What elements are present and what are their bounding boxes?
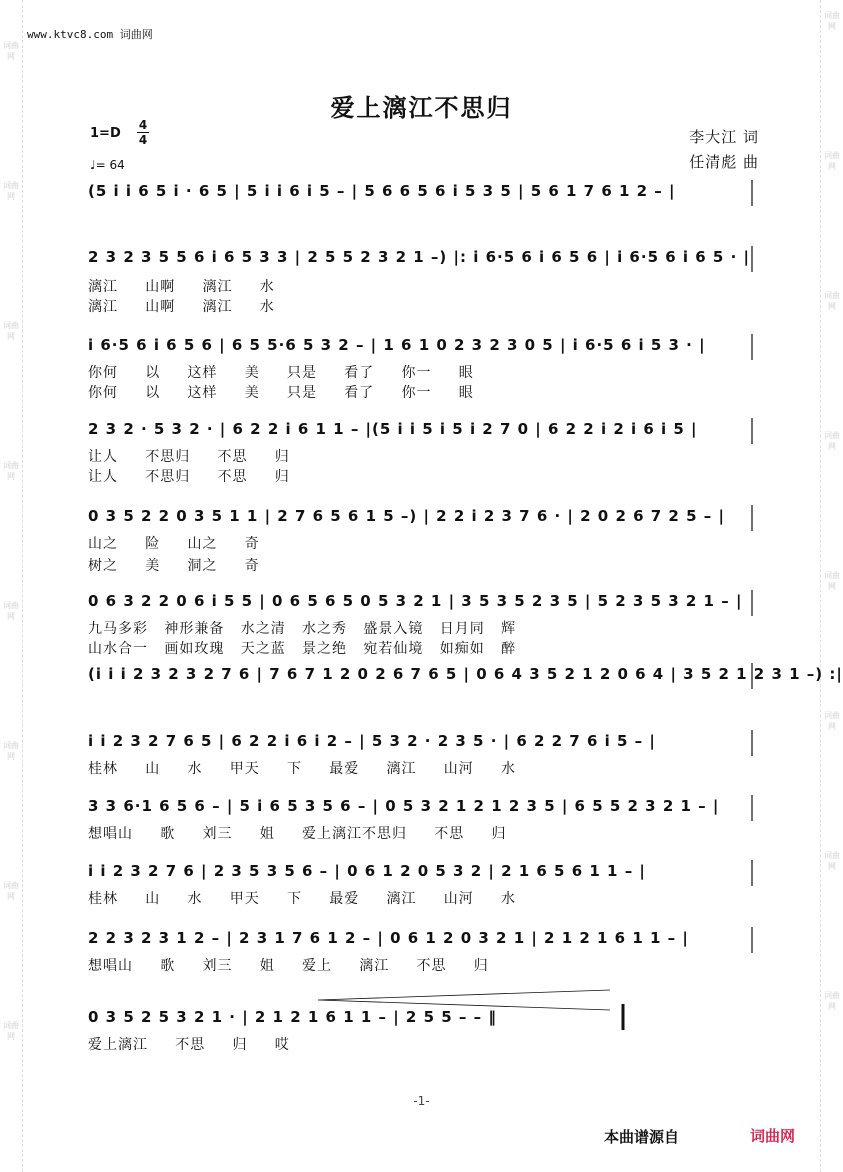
lyric-line-4a: 让人 不思归 不思 归: [88, 449, 290, 465]
lyric-line-10: 桂林 山 水 甲天 下 最爱 漓江 山河 水: [88, 891, 517, 907]
lyric-line-6a: 九马多彩 神形兼备 水之清 水之秀 盛景入镜 日月同 辉: [88, 621, 517, 637]
watermark-text: 词曲网: [3, 601, 19, 621]
notation-line-9: 3 3 6·1 6 5 6 – | 5 i 6 5 3 5 6 – | 0 5 3 2 1 2 1 2 3 5 | 6 5 5 2 3 2 1 – |: [88, 797, 720, 815]
tempo-marking: ♩= 64: [90, 158, 125, 172]
site-url[interactable]: www.ktvc8.com 词曲网: [27, 28, 153, 41]
lyric-line-2b: 漓江 山啊 漓江 水: [88, 299, 275, 315]
lyric-line-5b: 树之 美 洞之 奇: [88, 558, 260, 574]
watermark-text: 词曲网: [824, 991, 840, 1011]
watermark-text: 词曲网: [824, 571, 840, 591]
notation-line-8: i i 2 3 2 7 6 5 | 6 2 2 i 6 i 2 – | 5 3 2 · 2 3 5 · | 6 2 2 7 6 i 5 – |: [88, 732, 656, 750]
watermark-text: 词曲网: [3, 181, 19, 201]
lyric-line-12: 爱上漓江 不思 归 哎: [88, 1037, 290, 1053]
notation-line-4: 2 3 2 · 5 3 2 · | 6 2 2 i 6 1 1 – |(5 i i 5 i 5 i 2 7 0 | 6 2 2 i 2 i 6 i 5 |: [88, 420, 698, 438]
notation-line-5: 0 3 5 2 2 0 3 5 1 1 | 2 7 6 5 6 1 5 –) | 2 2 i 2 3 7 6 · | 2 0 2 6 7 2 5 – |: [88, 507, 725, 525]
notation-line-6: 0 6 3 2 2 0 6 i 5 5 | 0 6 5 6 5 0 5 3 2 1 | 3 5 3 5 2 3 5 | 5 2 3 5 3 2 1 – |: [88, 592, 743, 610]
notation-line-10: i i 2 3 2 7 6 | 2 3 5 3 5 6 – | 0 6 1 2 0 5 3 2 | 2 1 6 5 6 1 1 – |: [88, 862, 646, 880]
lyric-line-4b: 让人 不思归 不思 归: [88, 469, 290, 485]
watermark-text: 词曲网: [824, 851, 840, 871]
brand-link[interactable]: 词曲网: [750, 1127, 796, 1145]
notation-line-7: (i i i 2 3 2 3 2 7 6 | 7 6 7 1 2 0 2 6 7 6 5 | 0 6 4 3 5 2 1 2 0 6 4 | 3 5 2 1 2 3 1 –) :|: [88, 665, 843, 683]
watermark-text: 词曲网: [824, 151, 840, 171]
page-number: -1-: [413, 1094, 430, 1108]
watermark-text: 词曲网: [3, 41, 19, 61]
watermark-text: 词曲网: [3, 1021, 19, 1041]
lyric-line-3a: 你何 以 这样 美 只是 看了 你一 眼: [88, 365, 474, 381]
composer-credit: 任清彪 曲: [689, 153, 759, 171]
notation-line-3: i 6·5 6 i 6 5 6 | 6 5 5·6 5 3 2 – | 1 6 1 0 2 3 2 3 0 5 | i 6·5 6 i 5 3 · |: [88, 336, 706, 354]
lyric-line-6b: 山水合一 画如玫瑰 天之蓝 景之绝 宛若仙境 如痴如 醉: [88, 641, 517, 657]
watermark-text: 词曲网: [824, 11, 840, 31]
watermark-text: 词曲网: [824, 431, 840, 451]
notation-line-12: 0 3 5 2 5 3 2 1 · | 2 1 2 1 6 1 1 – | 2 5 5 – – ‖: [88, 1008, 497, 1026]
song-title: 爱上漓江不思归: [330, 94, 513, 122]
meter-top: 4: [138, 118, 148, 132]
diminuendo-hairpin: [318, 990, 610, 1010]
lyric-line-11: 想唱山 歌 刘三 姐 爱上 漓江 不思 归: [88, 958, 489, 974]
lyric-line-9: 想唱山 歌 刘三 姐 爱上漓江不思归 不思 归: [88, 826, 507, 842]
source-label: 本曲谱源自: [604, 1128, 680, 1146]
watermark-text: 词曲网: [3, 881, 19, 901]
notation-line-11: 2 2 3 2 3 1 2 – | 2 3 1 7 6 1 2 – | 0 6 1 2 0 3 2 1 | 2 1 2 1 6 1 1 – |: [88, 929, 689, 947]
notation-line-2: 2 3 2 3 5 5 6 i 6 5 3 3 | 2 5 5 2 3 2 1 –) |: i 6·5 6 i 6 5 6 | i 6·5 6 i 6 5 · |: [88, 248, 750, 266]
watermark-text: 词曲网: [3, 321, 19, 341]
lyric-line-5a: 山之 险 山之 奇: [88, 536, 260, 552]
watermark-text: 词曲网: [824, 291, 840, 311]
lyric-line-3b: 你何 以 这样 美 只是 看了 你一 眼: [88, 385, 474, 401]
watermark-text: 词曲网: [3, 461, 19, 481]
lyric-line-8: 桂林 山 水 甲天 下 最爱 漓江 山河 水: [88, 761, 517, 777]
watermark-text: 词曲网: [3, 741, 19, 761]
lyric-line-2a: 漓江 山啊 漓江 水: [88, 279, 275, 295]
key-signature: 1=D: [90, 126, 121, 141]
notation-line-1: (5 i i 6 5 i · 6 5 | 5 i i 6 i 5 – | 5 6 6 5 6 i 5 3 5 | 5 6 1 7 6 1 2 – |: [88, 182, 676, 200]
watermark-text: 词曲网: [824, 711, 840, 731]
lyricist-credit: 李大江 词: [689, 128, 759, 146]
meter-bottom: 4: [138, 133, 148, 147]
